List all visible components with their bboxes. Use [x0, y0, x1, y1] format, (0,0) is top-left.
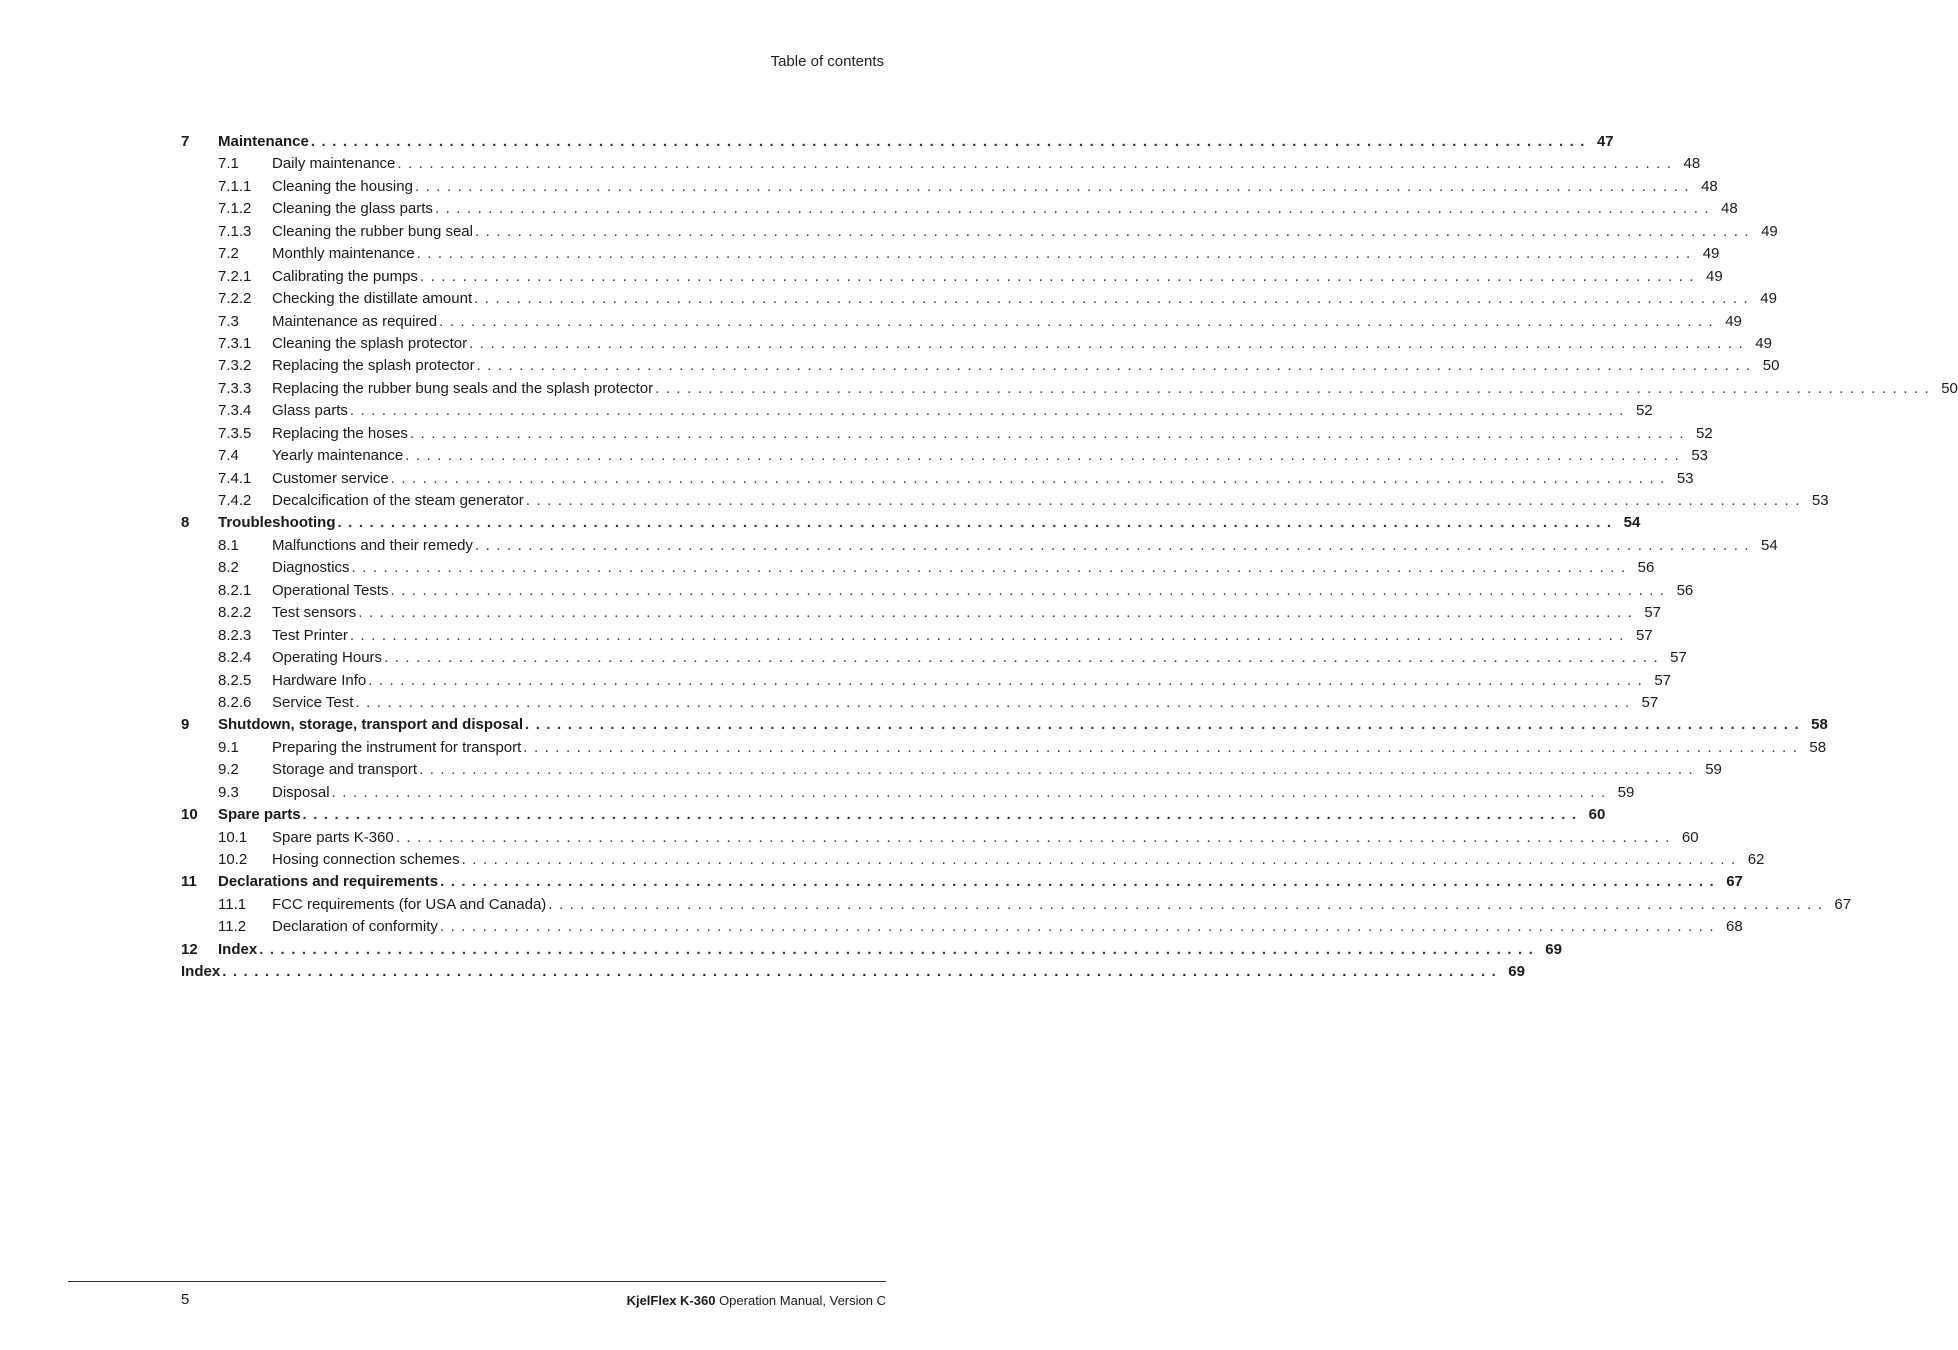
toc-entry-number: 7.3.2 — [218, 357, 252, 375]
toc-leader-dots: ........................................................................................................................ — [310, 133, 1591, 150]
toc-entry-number: 7.3.3 — [218, 379, 252, 397]
toc-entry-number: 11.2 — [218, 918, 247, 936]
toc-entry-number: 7.3.4 — [218, 402, 252, 420]
toc-leader-dots: ........................................................................................................................ — [358, 604, 1639, 622]
toc-entry-title: Hardware Info — [272, 671, 367, 689]
toc-entry[interactable] — [181, 849, 1765, 871]
toc-entry-number: 11 — [181, 873, 197, 891]
toc-leader-dots: ........................................................................................................................ — [349, 626, 1630, 644]
toc-leader-dots: ........................................................................................................................ — [349, 402, 1630, 420]
toc-entry-number: 8.1 — [218, 536, 239, 554]
toc-entry-title: Replacing the hoses — [272, 424, 408, 442]
toc-entry-page: 57 — [1641, 693, 1659, 711]
toc-entry-title: Shutdown, storage, transport and disposal — [218, 716, 524, 734]
toc-entry-number: 7.4.1 — [218, 469, 252, 487]
toc-leader-dots: ........................................................................................................................ — [302, 806, 1583, 824]
toc-entry-number: 9.3 — [218, 783, 239, 801]
toc-entry-page: 60 — [1681, 828, 1699, 846]
toc-entry[interactable] — [181, 557, 1655, 579]
toc-entry-number: 8.2.4 — [218, 649, 252, 667]
toc-entry-number: 9.2 — [218, 761, 239, 779]
toc-entry-page: 53 — [1676, 469, 1694, 487]
toc-entry[interactable] — [181, 804, 1606, 826]
toc-entry-number: 7.2 — [218, 245, 239, 263]
toc-leader-dots: ........................................................................................................................ — [416, 245, 1697, 263]
toc-leader-dots: ........................................................................................................................ — [419, 761, 1700, 779]
toc-entry-page: 56 — [1637, 559, 1655, 577]
toc-entry[interactable] — [181, 311, 1742, 333]
toc-entry-title: Cleaning the glass parts — [272, 200, 433, 218]
toc-entry-number: 10.2 — [218, 851, 248, 868]
toc-entry[interactable] — [181, 535, 1778, 557]
toc-entry-title: Glass parts — [272, 402, 348, 420]
toc-entry-page: 49 — [1706, 267, 1723, 285]
toc-entry[interactable] — [181, 176, 1718, 198]
toc-entry-number: 7.3 — [218, 312, 239, 330]
toc-entry-number: 7.4 — [218, 447, 239, 465]
toc-leader-dots: ........................................................................................................................ — [655, 379, 1936, 397]
toc-leader-dots: ........................................................................................................................ — [405, 447, 1686, 465]
toc-leader-dots: ........................................................................................................................ — [434, 200, 1716, 218]
toc-entry-page: 54 — [1761, 536, 1778, 554]
toc-entry[interactable] — [181, 827, 1699, 849]
toc-entry-number: 9.1 — [218, 738, 239, 756]
toc-leader-dots: ........................................................................................................................ — [469, 334, 1750, 352]
toc-entry-page: 53 — [1811, 492, 1829, 509]
toc-entry-title: Preparing the instrument for transport — [272, 738, 522, 756]
toc-entry-number: 10 — [181, 806, 198, 824]
toc-entry[interactable] — [181, 355, 1780, 377]
toc-leader-dots: ........................................................................................................................ — [461, 851, 1742, 868]
toc-entry-number: 7.1.1 — [218, 177, 252, 195]
toc-entry-title: Daily maintenance — [272, 155, 396, 173]
toc-entry-number: 8.2.5 — [218, 671, 252, 689]
footer-document-title — [627, 1293, 886, 1308]
toc-leader-dots: ........................................................................................................................ — [384, 649, 1665, 667]
toc-leader-dots: ........................................................................................................................ — [409, 424, 1691, 442]
toc-entry-page: 69 — [1545, 940, 1562, 958]
toc-entry-page: 67 — [1834, 895, 1852, 913]
toc-leader-dots: ........................................................................................................................ — [395, 828, 1676, 846]
toc-entry[interactable] — [181, 400, 1653, 422]
toc-entry-page: 62 — [1747, 851, 1765, 868]
toc-entry-title: Test Printer — [272, 626, 348, 644]
toc-entry-page: 57 — [1654, 671, 1672, 689]
toc-entry[interactable] — [181, 153, 1701, 175]
toc-entry[interactable] — [181, 782, 1635, 804]
toc-entry-title: Maintenance — [218, 133, 309, 150]
toc-leader-dots: ........................................................................................................................ — [397, 155, 1678, 173]
toc-entry-title: Calibrating the pumps — [272, 267, 418, 285]
toc-entry-title: Storage and transport — [272, 761, 418, 779]
toc-leader-dots: ........................................................................................................................ — [355, 693, 1636, 711]
toc-entry-number: 8.2.6 — [218, 693, 252, 711]
toc-entry-number: 8.2.1 — [218, 581, 252, 599]
toc-entry-title: Maintenance as required — [272, 312, 438, 330]
toc-leader-dots: ........................................................................................................................ — [523, 738, 1804, 756]
toc-entry-page: 58 — [1811, 716, 1828, 734]
toc-entry-title: Malfunctions and their remedy — [272, 536, 473, 554]
footer-product-name: KjelFlex K-360 — [626, 1293, 716, 1308]
toc-entry[interactable] — [181, 916, 1743, 938]
toc-leader-dots: ........................................................................................................................ — [368, 671, 1649, 689]
toc-leader-dots: ........................................................................................................................ — [351, 559, 1632, 577]
toc-leader-dots: ........................................................................................................................ — [474, 536, 1756, 554]
footer-document-version: Operation Manual, Version C — [715, 1293, 886, 1308]
toc-entry-title: Yearly maintenance — [272, 447, 404, 465]
toc-entry[interactable] — [181, 602, 1661, 624]
toc-leader-dots: ........................................................................................................................ — [337, 514, 1618, 532]
table-of-contents — [181, 131, 1958, 984]
toc-leader-dots: ........................................................................................................................ — [259, 940, 1540, 958]
toc-entry-title: Index — [181, 963, 221, 981]
toc-entry[interactable] — [181, 759, 1722, 781]
toc-entry-page: 49 — [1760, 290, 1777, 308]
toc-entry-page: 48 — [1701, 177, 1718, 195]
toc-entry-number: 7.1.2 — [218, 200, 252, 218]
toc-entry-number: 8.2.3 — [218, 626, 252, 644]
toc-entry-title: Cleaning the splash protector — [272, 334, 468, 352]
footer-divider — [68, 1281, 886, 1282]
toc-entry[interactable] — [181, 198, 1738, 220]
toc-entry-title: Disposal — [272, 783, 330, 801]
toc-entry-title: Checking the distillate amount — [272, 290, 473, 308]
toc-entry-title: Decalcification of the steam generator — [272, 492, 524, 509]
toc-entry-page: 48 — [1683, 155, 1701, 173]
toc-entry-page: 67 — [1726, 873, 1743, 891]
toc-entry-page: 53 — [1691, 447, 1708, 465]
toc-leader-dots: ........................................................................................................................ — [390, 581, 1671, 599]
toc-entry-page: 56 — [1676, 581, 1694, 599]
toc-leader-dots: ........................................................................................................................ — [525, 716, 1806, 734]
toc-entry-page: 60 — [1588, 806, 1606, 824]
toc-leader-dots: ........................................................................................................................ — [439, 918, 1721, 936]
toc-leader-dots: ........................................................................................................................ — [390, 469, 1671, 487]
toc-entry-title: Cleaning the rubber bung seal — [272, 222, 473, 240]
toc-entry-title: Service Test — [272, 693, 354, 711]
toc-entry[interactable] — [181, 714, 1828, 736]
toc-entry-number: 12 — [181, 940, 198, 958]
toc-entry-title: Replacing the splash protector — [272, 357, 475, 375]
toc-entry[interactable] — [181, 378, 1958, 400]
toc-entry-page: 52 — [1635, 402, 1653, 420]
toc-entry-title: Customer service — [272, 469, 389, 487]
toc-leader-dots: ........................................................................................................................ — [476, 357, 1757, 375]
toc-entry[interactable] — [181, 961, 1525, 983]
toc-entry-title: Monthly maintenance — [272, 245, 415, 263]
toc-entry[interactable] — [181, 737, 1827, 759]
toc-entry-number: 7.4.2 — [218, 492, 252, 509]
toc-entry-page: 59 — [1705, 761, 1722, 779]
toc-entry-title: Spare parts K-360 — [272, 828, 394, 846]
footer-page-number: 5 — [181, 1291, 190, 1308]
toc-entry[interactable] — [181, 423, 1713, 445]
toc-entry-page: 57 — [1670, 649, 1687, 667]
toc-leader-dots: ........................................................................................................................ — [525, 492, 1806, 509]
toc-entry-number: 7.2.2 — [218, 290, 252, 308]
toc-entry-number: 7.1 — [218, 155, 239, 173]
toc-entry-title: Replacing the rubber bung seals and the splash protector — [272, 379, 654, 397]
toc-entry-page: 50 — [1762, 357, 1780, 375]
toc-entry-page: 49 — [1725, 312, 1742, 330]
toc-entry[interactable] — [181, 894, 1852, 916]
toc-entry[interactable] — [181, 445, 1708, 467]
toc-entry[interactable] — [181, 243, 1720, 265]
toc-entry-number: 7.3.1 — [218, 334, 252, 352]
toc-entry-page: 47 — [1596, 133, 1614, 150]
toc-entry[interactable] — [181, 131, 1614, 153]
toc-entry-title: Troubleshooting — [218, 514, 336, 532]
toc-entry-number: 8.2.2 — [218, 604, 252, 622]
toc-entry-number: 8.2 — [218, 559, 239, 577]
toc-leader-dots: ........................................................................................................................ — [331, 783, 1612, 801]
toc-entry[interactable] — [181, 939, 1562, 961]
toc-entry-title: Declaration of conformity — [272, 918, 438, 936]
toc-entry-title: Spare parts — [218, 806, 301, 824]
toc-entry-page: 68 — [1726, 918, 1743, 936]
toc-leader-dots: ........................................................................................................................ — [548, 895, 1829, 913]
toc-entry[interactable] — [181, 871, 1743, 893]
toc-entry-title: Operational Tests — [272, 581, 389, 599]
toc-leader-dots: ........................................................................................................................ — [419, 267, 1701, 285]
toc-entry[interactable] — [181, 468, 1694, 490]
toc-entry-number: 7.2.1 — [218, 267, 252, 285]
toc-entry-number: 9 — [181, 716, 190, 734]
toc-entry[interactable] — [181, 333, 1772, 355]
toc-entry-title: FCC requirements (for USA and Canada) — [272, 895, 547, 913]
toc-leader-dots: ........................................................................................................................ — [222, 963, 1503, 981]
toc-entry-page: 57 — [1635, 626, 1653, 644]
toc-entry[interactable] — [181, 490, 1829, 512]
toc-entry-title: Diagnostics — [272, 559, 350, 577]
toc-entry-page: 69 — [1508, 963, 1525, 981]
toc-entry-number: 10.1 — [218, 828, 248, 846]
toc-entry-title: Hosing connection schemes — [272, 851, 460, 868]
toc-entry-title: Declarations and requirements — [218, 873, 439, 891]
toc-entry-page: 50 — [1941, 379, 1958, 397]
toc-entry-number: 7 — [181, 133, 190, 150]
toc-leader-dots: ........................................................................................................................ — [474, 290, 1755, 308]
toc-entry[interactable] — [181, 670, 1672, 692]
toc-entry[interactable] — [181, 625, 1653, 647]
toc-entry-title: Cleaning the housing — [272, 177, 413, 195]
toc-leader-dots: ........................................................................................................................ — [474, 222, 1756, 240]
toc-leader-dots: ........................................................................................................................ — [440, 873, 1721, 891]
toc-entry[interactable] — [181, 512, 1641, 534]
toc-entry-page: 58 — [1809, 738, 1827, 756]
toc-entry-number: 7.1.3 — [218, 222, 252, 240]
toc-entry[interactable] — [181, 288, 1777, 310]
toc-entry-page: 48 — [1721, 200, 1738, 218]
toc-entry-page: 49 — [1755, 334, 1772, 352]
toc-entry[interactable] — [181, 221, 1778, 243]
toc-entry-title: Operating Hours — [272, 649, 383, 667]
toc-entry[interactable] — [181, 647, 1687, 669]
toc-entry-page: 59 — [1617, 783, 1635, 801]
toc-entry-page: 54 — [1623, 514, 1641, 532]
running-header: Table of contents — [770, 53, 884, 70]
toc-entry-page: 49 — [1761, 222, 1778, 240]
toc-entry[interactable] — [181, 580, 1694, 602]
toc-entry-page: 52 — [1696, 424, 1713, 442]
toc-entry[interactable] — [181, 266, 1723, 288]
toc-leader-dots: ........................................................................................................................ — [414, 177, 1696, 195]
toc-entry-title: Index — [218, 940, 258, 958]
toc-entry[interactable] — [181, 692, 1659, 714]
toc-entry-page: 49 — [1702, 245, 1720, 263]
toc-entry-number: 8 — [181, 514, 190, 532]
toc-entry-page: 57 — [1644, 604, 1661, 622]
toc-entry-number: 7.3.5 — [218, 424, 252, 442]
toc-entry-number: 11.1 — [218, 895, 247, 913]
toc-entry-title: Test sensors — [272, 604, 357, 622]
toc-leader-dots: ........................................................................................................................ — [439, 312, 1720, 330]
